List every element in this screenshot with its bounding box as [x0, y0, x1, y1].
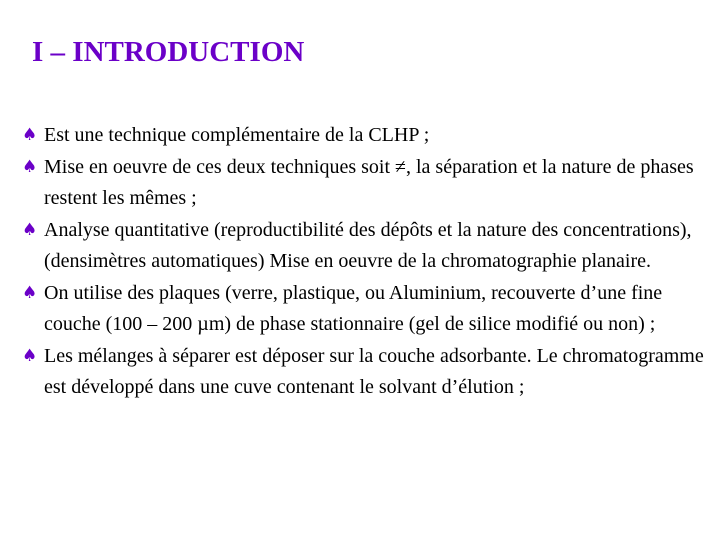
bullet-item	[22, 120, 712, 152]
spade-suit-icon: ♠	[22, 282, 38, 303]
bullet-text: Les mélanges à séparer est déposer sur la couche adsorbante. Le chromatogramme est développé dans une cuve contenant le solvant d’élution ;	[44, 344, 704, 398]
bullet-item	[22, 341, 712, 404]
bullet-item	[22, 278, 712, 341]
spade-suit-icon: ♠	[22, 156, 38, 177]
bullet-text: On utilise des plaques (verre, plastique, ou Aluminium, recouverte d’une fine couche (100 – 200 µm) de phase stationnaire (gel de silice modifié ou non) ;	[44, 281, 663, 335]
bullet-item	[22, 152, 712, 215]
slide-title: I – INTRODUCTION	[32, 36, 305, 68]
bullet-text: Est une technique complémentaire de la CLHP ;	[44, 124, 430, 146]
bullet-text: Mise en oeuvre de ces deux techniques soit ≠, la séparation et la nature de phases restent les mêmes ;	[44, 155, 694, 209]
spade-suit-icon: ♠	[22, 345, 38, 366]
bullet-list	[22, 120, 712, 404]
spade-suit-icon: ♠	[22, 219, 38, 240]
bullet-item	[22, 215, 712, 278]
spade-suit-icon: ♠	[22, 125, 38, 145]
bullet-text: Analyse quantitative (reproductibilité des dépôts et la nature des concentrations), (densimètres automatiques) Mise en oeuvre de la chromatographie planaire.	[44, 218, 692, 272]
